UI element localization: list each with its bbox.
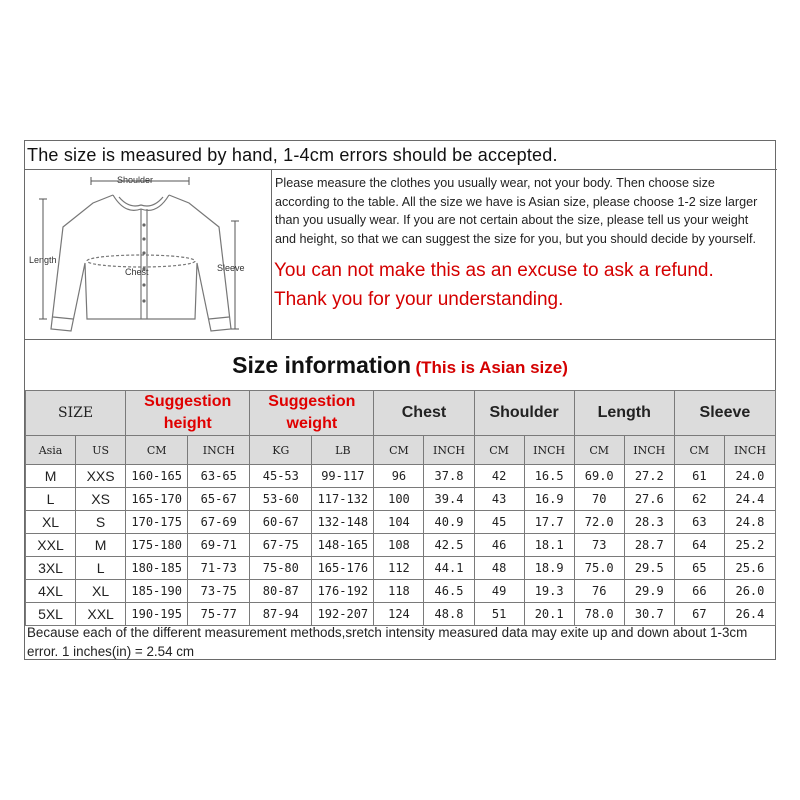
measurement-cell: 75-77 (188, 603, 250, 626)
measurement-cell: 65 (674, 557, 724, 580)
length-label: Length (29, 255, 57, 265)
measurement-cell: 42 (474, 465, 524, 488)
table-row (26, 488, 776, 511)
length-group-header: Length (574, 391, 674, 436)
measurement-cell: 20.1 (524, 603, 574, 626)
asia-size-cell: XXL (26, 534, 76, 557)
table-row (26, 511, 776, 534)
measurement-cell: 104 (374, 511, 424, 534)
measurement-cell: 19.3 (524, 580, 574, 603)
measurement-cell: 25.2 (724, 534, 775, 557)
measurement-cell: 71-73 (188, 557, 250, 580)
measurement-cell: 80-87 (250, 580, 312, 603)
height-group-header: Suggestion height (126, 391, 250, 436)
measurement-cell: 69.0 (574, 465, 624, 488)
unit-header-cell: LB (312, 436, 374, 465)
refund-line-2: Thank you for your understanding. (274, 289, 564, 311)
measurement-cell: 24.4 (724, 488, 775, 511)
measurement-cell: 63 (674, 511, 724, 534)
measurement-cell: 72.0 (574, 511, 624, 534)
measurement-cell: 180-185 (126, 557, 188, 580)
instructions-panel (272, 169, 775, 339)
us-size-cell: L (76, 557, 126, 580)
chest-label: Chest (125, 267, 149, 277)
unit-header-cell: CM (574, 436, 624, 465)
measurement-cell: 96 (374, 465, 424, 488)
asian-size-note: (This is Asian size) (415, 358, 568, 377)
weight-group-header: Suggestion weight (250, 391, 374, 436)
measurement-cell: 176-192 (312, 580, 374, 603)
measurement-cell: 28.3 (624, 511, 674, 534)
measurement-cell: 42.5 (424, 534, 474, 557)
table-row (26, 557, 776, 580)
measurement-cell: 46 (474, 534, 524, 557)
measurement-cell: 67 (674, 603, 724, 626)
measurement-cell: 73 (574, 534, 624, 557)
unit-header-cell: INCH (724, 436, 775, 465)
measurement-cell: 37.8 (424, 465, 474, 488)
measurement-cell: 62 (674, 488, 724, 511)
measurement-cell: 39.4 (424, 488, 474, 511)
unit-header-cell: CM (474, 436, 524, 465)
asia-size-cell: M (26, 465, 76, 488)
us-size-cell: XXL (76, 603, 126, 626)
measurement-cell: 124 (374, 603, 424, 626)
us-size-cell: XXS (76, 465, 126, 488)
asia-size-cell: L (26, 488, 76, 511)
measurement-cell: 26.4 (724, 603, 775, 626)
measurement-cell: 48 (474, 557, 524, 580)
unit-header-row (26, 436, 776, 465)
measurement-cell: 24.0 (724, 465, 775, 488)
unit-header-cell: KG (250, 436, 312, 465)
measurement-cell: 170-175 (126, 511, 188, 534)
refund-line-1: You can not make this as an excuse to ask a refund. (274, 260, 714, 282)
measurement-cell: 16.9 (524, 488, 574, 511)
asia-size-cell: 4XL (26, 580, 76, 603)
us-size-cell: M (76, 534, 126, 557)
measurement-cell: 69-71 (188, 534, 250, 557)
measurement-cell: 67-75 (250, 534, 312, 557)
unit-header-cell: CM (126, 436, 188, 465)
measurement-cell: 148-165 (312, 534, 374, 557)
asia-size-cell: XL (26, 511, 76, 534)
measurement-cell: 87-94 (250, 603, 312, 626)
chest-group-header: Chest (374, 391, 474, 436)
measurement-cell: 117-132 (312, 488, 374, 511)
us-size-cell: XS (76, 488, 126, 511)
measurement-cell: 67-69 (188, 511, 250, 534)
size-table (25, 390, 776, 626)
measurement-cell: 75-80 (250, 557, 312, 580)
table-row (26, 580, 776, 603)
shirt-illustration (25, 169, 271, 339)
us-size-cell: S (76, 511, 126, 534)
table-row (26, 465, 776, 488)
table-row (26, 534, 776, 557)
us-size-cell: XL (76, 580, 126, 603)
shoulder-group-header: Shoulder (474, 391, 574, 436)
measurement-cell: 185-190 (126, 580, 188, 603)
measurement-cell: 165-170 (126, 488, 188, 511)
measurement-notice: The size is measured by hand, 1-4cm errors should be accepted. (25, 141, 777, 170)
measurement-cell: 53-60 (250, 488, 312, 511)
unit-header-cell: Asia (26, 436, 76, 465)
shoulder-label: Shoulder (117, 175, 154, 185)
refund-notice (272, 248, 775, 314)
measurement-cell: 192-207 (312, 603, 374, 626)
measurement-cell: 30.7 (624, 603, 674, 626)
measurement-cell: 48.8 (424, 603, 474, 626)
unit-header-cell: INCH (624, 436, 674, 465)
measuring-instructions: Please measure the clothes you usually wear, not your body. Then choose size according to the table. All the size we have is Asian size, please choose 1-2 size larger than you usually wear. If you are not certain about the size, please tell us your weight and height, so that we can suggest the size for you, but you should decide by yourself. (275, 176, 758, 246)
shirt-diagram (25, 169, 272, 339)
asia-size-cell: 3XL (26, 557, 76, 580)
sleeve-label: Sleeve (217, 263, 245, 273)
size-info-title: Size information (232, 352, 412, 378)
measurement-cell: 165-176 (312, 557, 374, 580)
measurement-cell: 60-67 (250, 511, 312, 534)
measurement-cell: 28.7 (624, 534, 674, 557)
unit-header-cell: CM (674, 436, 724, 465)
size-chart-frame (24, 140, 776, 660)
measurement-cell: 43 (474, 488, 524, 511)
measurement-cell: 17.7 (524, 511, 574, 534)
measurement-cell: 49 (474, 580, 524, 603)
measurement-cell: 112 (374, 557, 424, 580)
measurement-cell: 27.2 (624, 465, 674, 488)
measurement-cell: 76 (574, 580, 624, 603)
measurement-cell: 118 (374, 580, 424, 603)
measurement-cell: 44.1 (424, 557, 474, 580)
measurement-cell: 100 (374, 488, 424, 511)
measurement-cell: 63-65 (188, 465, 250, 488)
measurement-cell: 61 (674, 465, 724, 488)
measurement-cell: 99-117 (312, 465, 374, 488)
measurement-cell: 70 (574, 488, 624, 511)
asia-size-cell: 5XL (26, 603, 76, 626)
measurement-cell: 40.9 (424, 511, 474, 534)
measurement-cell: 45-53 (250, 465, 312, 488)
unit-header-cell: CM (374, 436, 424, 465)
measurement-cell: 190-195 (126, 603, 188, 626)
measurement-cell: 16.5 (524, 465, 574, 488)
unit-header-cell: US (76, 436, 126, 465)
size-group-header: SIZE (26, 391, 126, 436)
measurement-cell: 25.6 (724, 557, 775, 580)
measurement-cell: 78.0 (574, 603, 624, 626)
measurement-cell: 18.1 (524, 534, 574, 557)
measurement-cell: 64 (674, 534, 724, 557)
measurement-cell: 66 (674, 580, 724, 603)
measurement-footnote: Because each of the different measurement methods,sretch intensity measured data may exite up and down about 1-3cm error. 1 inches(in) = 2.54 cm (27, 625, 748, 659)
measurement-cell: 18.9 (524, 557, 574, 580)
measurement-cell: 51 (474, 603, 524, 626)
measurement-cell: 65-67 (188, 488, 250, 511)
measurement-cell: 45 (474, 511, 524, 534)
unit-header-cell: INCH (424, 436, 474, 465)
measurement-cell: 160-165 (126, 465, 188, 488)
size-info-heading (25, 339, 775, 391)
measurement-cell: 132-148 (312, 511, 374, 534)
measurement-cell: 29.9 (624, 580, 674, 603)
measurement-cell: 73-75 (188, 580, 250, 603)
sleeve-group-header: Sleeve (674, 391, 775, 436)
measurement-cell: 175-180 (126, 534, 188, 557)
measurement-cell: 29.5 (624, 557, 674, 580)
measurement-cell: 75.0 (574, 557, 624, 580)
measurement-cell: 26.0 (724, 580, 775, 603)
unit-header-cell: INCH (524, 436, 574, 465)
measurement-cell: 24.8 (724, 511, 775, 534)
measurement-cell: 46.5 (424, 580, 474, 603)
unit-header-cell: INCH (188, 436, 250, 465)
size-rows (26, 465, 776, 626)
measurement-cell: 27.6 (624, 488, 674, 511)
measurement-cell: 108 (374, 534, 424, 557)
